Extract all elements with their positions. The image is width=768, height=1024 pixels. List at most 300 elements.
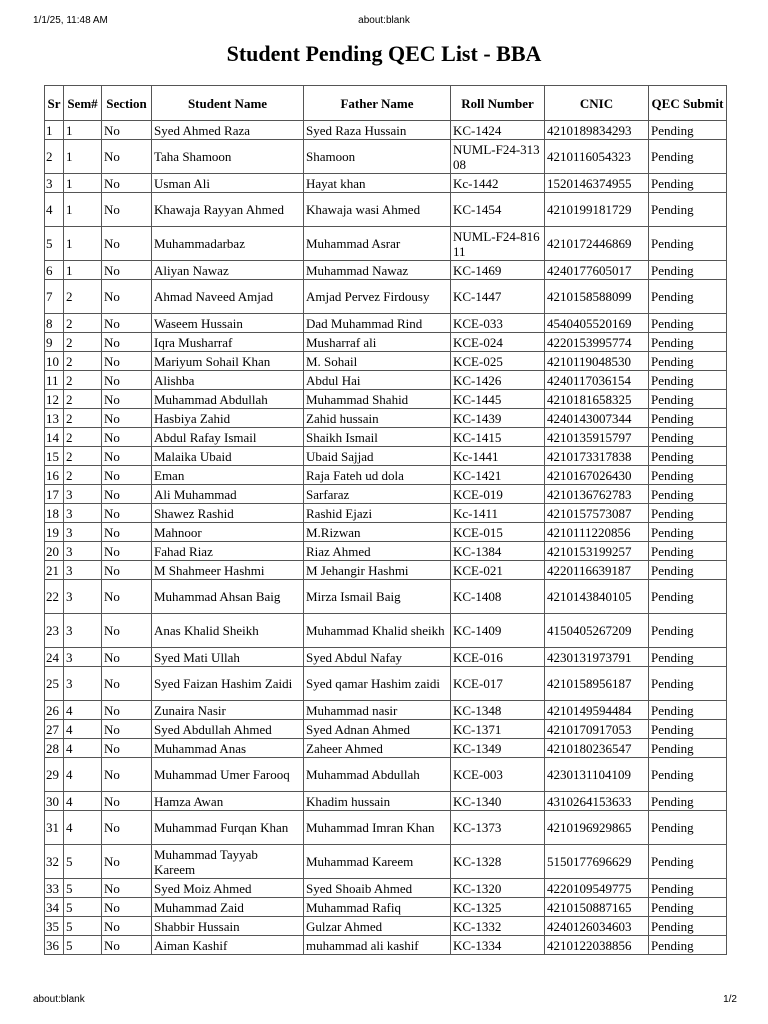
cell-father-name: Shamoon — [304, 140, 451, 174]
cell-sr: 35 — [45, 917, 64, 936]
cell-section: No — [102, 898, 152, 917]
cell-section: No — [102, 614, 152, 648]
cell-student-name: Muhammad Anas — [152, 739, 304, 758]
cell-sr: 13 — [45, 409, 64, 428]
cell-sem: 4 — [64, 811, 102, 845]
cell-section: No — [102, 140, 152, 174]
page-title: Student Pending QEC List - BBA — [226, 41, 542, 66]
cell-father-name: Dad Muhammad Rind — [304, 314, 451, 333]
cell-cnic: 4210181658325 — [545, 390, 649, 409]
cell-roll-number: KC-1373 — [451, 811, 545, 845]
cell-section: No — [102, 390, 152, 409]
cell-roll-number: KC-1409 — [451, 614, 545, 648]
cell-father-name: Muhammad Imran Khan — [304, 811, 451, 845]
cell-section: No — [102, 193, 152, 227]
cell-qec-submit: Pending — [649, 701, 727, 720]
cell-qec-submit: Pending — [649, 792, 727, 811]
cell-section: No — [102, 333, 152, 352]
cell-roll-number: NUML-F24-31308 — [451, 140, 545, 174]
table-row — [45, 314, 727, 333]
cell-student-name: Shawez Rashid — [152, 504, 304, 523]
cell-sem: 2 — [64, 333, 102, 352]
table-row — [45, 667, 727, 701]
table-row — [45, 739, 727, 758]
cell-student-name: Muhammad Tayyab Kareem — [152, 845, 304, 879]
cell-student-name: M Shahmeer Hashmi — [152, 561, 304, 580]
table-row — [45, 845, 727, 879]
cell-qec-submit: Pending — [649, 466, 727, 485]
cell-roll-number: KCE-015 — [451, 523, 545, 542]
cell-sem: 1 — [64, 174, 102, 193]
header-qec-submit: QEC Submit — [649, 86, 727, 121]
cell-section: No — [102, 936, 152, 955]
cell-roll-number: KCE-016 — [451, 648, 545, 667]
cell-section: No — [102, 314, 152, 333]
cell-roll-number: KC-1348 — [451, 701, 545, 720]
cell-qec-submit: Pending — [649, 140, 727, 174]
cell-student-name: Alishba — [152, 371, 304, 390]
cell-section: No — [102, 523, 152, 542]
cell-student-name: Zunaira Nasir — [152, 701, 304, 720]
cell-student-name: Syed Mati Ullah — [152, 648, 304, 667]
table-row — [45, 917, 727, 936]
cell-section: No — [102, 667, 152, 701]
table-row — [45, 561, 727, 580]
table-row — [45, 614, 727, 648]
cell-sem: 1 — [64, 261, 102, 280]
cell-cnic: 4210167026430 — [545, 466, 649, 485]
cell-student-name: Muhammad Abdullah — [152, 390, 304, 409]
table-row — [45, 720, 727, 739]
cell-roll-number: KC-1408 — [451, 580, 545, 614]
cell-roll-number: KC-1320 — [451, 879, 545, 898]
table-row — [45, 811, 727, 845]
cell-section: No — [102, 261, 152, 280]
cell-roll-number: KC-1325 — [451, 898, 545, 917]
cell-section: No — [102, 701, 152, 720]
cell-qec-submit: Pending — [649, 811, 727, 845]
cell-sr: 12 — [45, 390, 64, 409]
cell-qec-submit: Pending — [649, 561, 727, 580]
cell-cnic: 4210119048530 — [545, 352, 649, 371]
cell-student-name: Muhammad Ahsan Baig — [152, 580, 304, 614]
cell-qec-submit: Pending — [649, 352, 727, 371]
cell-sr: 14 — [45, 428, 64, 447]
cell-student-name: Malaika Ubaid — [152, 447, 304, 466]
cell-student-name: Eman — [152, 466, 304, 485]
cell-roll-number: KC-1424 — [451, 121, 545, 140]
cell-sem: 3 — [64, 561, 102, 580]
cell-sr: 11 — [45, 371, 64, 390]
cell-cnic: 4210150887165 — [545, 898, 649, 917]
cell-cnic: 4230131973791 — [545, 648, 649, 667]
cell-section: No — [102, 792, 152, 811]
table-row — [45, 140, 727, 174]
cell-section: No — [102, 720, 152, 739]
table-row — [45, 758, 727, 792]
cell-father-name: Abdul Hai — [304, 371, 451, 390]
cell-sem: 2 — [64, 280, 102, 314]
cell-sem: 5 — [64, 845, 102, 879]
cell-father-name: Syed qamar Hashim zaidi — [304, 667, 451, 701]
cell-sem: 5 — [64, 879, 102, 898]
cell-sr: 2 — [45, 140, 64, 174]
header-sem: Sem# — [64, 86, 102, 121]
cell-cnic: 4220116639187 — [545, 561, 649, 580]
cell-sem: 1 — [64, 121, 102, 140]
table-row — [45, 280, 727, 314]
cell-qec-submit: Pending — [649, 193, 727, 227]
cell-student-name: Syed Moiz Ahmed — [152, 879, 304, 898]
cell-father-name: Muhammad Abdullah — [304, 758, 451, 792]
cell-roll-number: KC-1349 — [451, 739, 545, 758]
cell-qec-submit: Pending — [649, 485, 727, 504]
cell-sr: 3 — [45, 174, 64, 193]
cell-qec-submit: Pending — [649, 667, 727, 701]
cell-father-name: Muhammad Nawaz — [304, 261, 451, 280]
cell-roll-number: Kc-1411 — [451, 504, 545, 523]
cell-sem: 3 — [64, 667, 102, 701]
cell-father-name: Muhammad Kareem — [304, 845, 451, 879]
cell-section: No — [102, 648, 152, 667]
cell-sr: 22 — [45, 580, 64, 614]
cell-sem: 2 — [64, 352, 102, 371]
cell-father-name: muhammad ali kashif — [304, 936, 451, 955]
cell-sr: 17 — [45, 485, 64, 504]
cell-sr: 29 — [45, 758, 64, 792]
cell-sem: 3 — [64, 580, 102, 614]
cell-cnic: 4210173317838 — [545, 447, 649, 466]
table-row — [45, 523, 727, 542]
cell-father-name: Rashid Ejazi — [304, 504, 451, 523]
cell-father-name: Syed Abdul Nafay — [304, 648, 451, 667]
cell-section: No — [102, 121, 152, 140]
print-footer — [0, 994, 768, 1010]
cell-cnic: 4210180236547 — [545, 739, 649, 758]
cell-section: No — [102, 174, 152, 193]
cell-cnic: 1520146374955 — [545, 174, 649, 193]
table-row — [45, 371, 727, 390]
cell-sr: 26 — [45, 701, 64, 720]
cell-cnic: 4210189834293 — [545, 121, 649, 140]
cell-sem: 1 — [64, 227, 102, 261]
cell-cnic: 4210111220856 — [545, 523, 649, 542]
table-row — [45, 409, 727, 428]
table-row — [45, 428, 727, 447]
cell-roll-number: KC-1415 — [451, 428, 545, 447]
cell-cnic: 4220109549775 — [545, 879, 649, 898]
cell-student-name: Ali Muhammad — [152, 485, 304, 504]
cell-cnic: 4210196929865 — [545, 811, 649, 845]
cell-qec-submit: Pending — [649, 898, 727, 917]
cell-cnic: 4210116054323 — [545, 140, 649, 174]
cell-student-name: Waseem Hussain — [152, 314, 304, 333]
cell-student-name: Fahad Riaz — [152, 542, 304, 561]
cell-sr: 1 — [45, 121, 64, 140]
cell-student-name: Syed Ahmed Raza — [152, 121, 304, 140]
print-url: about:blank — [358, 15, 410, 26]
cell-qec-submit: Pending — [649, 504, 727, 523]
cell-qec-submit: Pending — [649, 936, 727, 955]
cell-qec-submit: Pending — [649, 333, 727, 352]
cell-sr: 10 — [45, 352, 64, 371]
cell-qec-submit: Pending — [649, 739, 727, 758]
cell-sr: 18 — [45, 504, 64, 523]
cell-roll-number: KC-1447 — [451, 280, 545, 314]
cell-cnic: 4310264153633 — [545, 792, 649, 811]
cell-section: No — [102, 561, 152, 580]
cell-roll-number: NUML-F24-81611 — [451, 227, 545, 261]
cell-section: No — [102, 227, 152, 261]
cell-roll-number: Kc-1442 — [451, 174, 545, 193]
cell-sem: 5 — [64, 917, 102, 936]
table-row — [45, 390, 727, 409]
table-header-row — [45, 86, 727, 121]
cell-student-name: Syed Abdullah Ahmed — [152, 720, 304, 739]
cell-sr: 25 — [45, 667, 64, 701]
table-row — [45, 580, 727, 614]
cell-father-name: Khadim hussain — [304, 792, 451, 811]
cell-sem: 1 — [64, 193, 102, 227]
cell-sem: 2 — [64, 371, 102, 390]
table-row — [45, 701, 727, 720]
cell-sem: 4 — [64, 758, 102, 792]
cell-sem: 2 — [64, 390, 102, 409]
print-header — [0, 15, 768, 31]
cell-student-name: Aliyan Nawaz — [152, 261, 304, 280]
cell-student-name: Mahnoor — [152, 523, 304, 542]
header-section: Section — [102, 86, 152, 121]
cell-student-name: Hamza Awan — [152, 792, 304, 811]
cell-sem: 4 — [64, 701, 102, 720]
cell-section: No — [102, 409, 152, 428]
cell-qec-submit: Pending — [649, 121, 727, 140]
cell-qec-submit: Pending — [649, 720, 727, 739]
cell-father-name: Syed Raza Hussain — [304, 121, 451, 140]
cell-sem: 2 — [64, 314, 102, 333]
cell-roll-number: KCE-019 — [451, 485, 545, 504]
cell-father-name: Syed Shoaib Ahmed — [304, 879, 451, 898]
cell-roll-number: KC-1371 — [451, 720, 545, 739]
cell-cnic: 4210135915797 — [545, 428, 649, 447]
table-row — [45, 898, 727, 917]
cell-roll-number: KC-1439 — [451, 409, 545, 428]
footer-url: about:blank — [33, 994, 85, 1005]
cell-cnic: 4240117036154 — [545, 371, 649, 390]
cell-student-name: Shabbir Hussain — [152, 917, 304, 936]
cell-sem: 2 — [64, 466, 102, 485]
cell-student-name: Muhammad Zaid — [152, 898, 304, 917]
cell-sem: 4 — [64, 739, 102, 758]
cell-roll-number: Kc-1441 — [451, 447, 545, 466]
cell-student-name: Aiman Kashif — [152, 936, 304, 955]
cell-student-name: Khawaja Rayyan Ahmed — [152, 193, 304, 227]
cell-qec-submit: Pending — [649, 314, 727, 333]
cell-qec-submit: Pending — [649, 280, 727, 314]
cell-cnic: 4210122038856 — [545, 936, 649, 955]
cell-sr: 7 — [45, 280, 64, 314]
cell-roll-number: KC-1454 — [451, 193, 545, 227]
cell-cnic: 4210170917053 — [545, 720, 649, 739]
cell-section: No — [102, 428, 152, 447]
cell-father-name: Shaikh Ismail — [304, 428, 451, 447]
cell-section: No — [102, 466, 152, 485]
cell-section: No — [102, 917, 152, 936]
cell-section: No — [102, 371, 152, 390]
cell-roll-number: KCE-024 — [451, 333, 545, 352]
cell-father-name: Muhammad Khalid sheikh — [304, 614, 451, 648]
table-row — [45, 879, 727, 898]
cell-cnic: 4210158588099 — [545, 280, 649, 314]
cell-roll-number: KC-1340 — [451, 792, 545, 811]
cell-roll-number: KCE-021 — [451, 561, 545, 580]
cell-qec-submit: Pending — [649, 758, 727, 792]
cell-sr: 28 — [45, 739, 64, 758]
table-row — [45, 648, 727, 667]
cell-qec-submit: Pending — [649, 845, 727, 879]
table-row — [45, 333, 727, 352]
cell-sr: 16 — [45, 466, 64, 485]
cell-student-name: Hasbiya Zahid — [152, 409, 304, 428]
cell-sr: 4 — [45, 193, 64, 227]
cell-sr: 8 — [45, 314, 64, 333]
cell-cnic: 4210158956187 — [545, 667, 649, 701]
table-row — [45, 261, 727, 280]
table-row — [45, 936, 727, 955]
page-number: 1/2 — [723, 994, 737, 1005]
header-father-name: Father Name — [304, 86, 451, 121]
cell-cnic: 4220153995774 — [545, 333, 649, 352]
cell-cnic: 4150405267209 — [545, 614, 649, 648]
cell-father-name: Muhammad Asrar — [304, 227, 451, 261]
cell-father-name: Zahid hussain — [304, 409, 451, 428]
cell-qec-submit: Pending — [649, 227, 727, 261]
cell-qec-submit: Pending — [649, 523, 727, 542]
cell-roll-number: KC-1469 — [451, 261, 545, 280]
cell-cnic: 4210149594484 — [545, 701, 649, 720]
cell-sr: 33 — [45, 879, 64, 898]
table-row — [45, 485, 727, 504]
cell-qec-submit: Pending — [649, 428, 727, 447]
cell-sem: 3 — [64, 542, 102, 561]
cell-student-name: Muhammad Furqan Khan — [152, 811, 304, 845]
cell-sr: 34 — [45, 898, 64, 917]
cell-cnic: 4210172446869 — [545, 227, 649, 261]
cell-section: No — [102, 845, 152, 879]
cell-cnic: 4230131104109 — [545, 758, 649, 792]
cell-sr: 5 — [45, 227, 64, 261]
cell-sem: 3 — [64, 485, 102, 504]
cell-sr: 27 — [45, 720, 64, 739]
cell-student-name: Taha Shamoon — [152, 140, 304, 174]
cell-sem: 4 — [64, 720, 102, 739]
cell-father-name: Riaz Ahmed — [304, 542, 451, 561]
cell-roll-number: KC-1445 — [451, 390, 545, 409]
cell-roll-number: KCE-017 — [451, 667, 545, 701]
cell-sr: 9 — [45, 333, 64, 352]
cell-cnic: 4240126034603 — [545, 917, 649, 936]
table-row — [45, 466, 727, 485]
header-roll-number: Roll Number — [451, 86, 545, 121]
cell-father-name: Muhammad Shahid — [304, 390, 451, 409]
cell-section: No — [102, 542, 152, 561]
cell-father-name: Gulzar Ahmed — [304, 917, 451, 936]
cell-father-name: Amjad Pervez Firdousy — [304, 280, 451, 314]
cell-cnic: 4210157573087 — [545, 504, 649, 523]
cell-father-name: Hayat khan — [304, 174, 451, 193]
table-row — [45, 542, 727, 561]
table-row — [45, 193, 727, 227]
cell-father-name: Zaheer Ahmed — [304, 739, 451, 758]
cell-qec-submit: Pending — [649, 261, 727, 280]
cell-father-name: Muhammad nasir — [304, 701, 451, 720]
cell-cnic: 4240143007344 — [545, 409, 649, 428]
cell-cnic: 4540405520169 — [545, 314, 649, 333]
cell-section: No — [102, 739, 152, 758]
cell-sem: 2 — [64, 447, 102, 466]
header-student-name: Student Name — [152, 86, 304, 121]
cell-section: No — [102, 352, 152, 371]
cell-qec-submit: Pending — [649, 371, 727, 390]
table-row — [45, 174, 727, 193]
cell-qec-submit: Pending — [649, 409, 727, 428]
cell-qec-submit: Pending — [649, 614, 727, 648]
cell-sr: 19 — [45, 523, 64, 542]
cell-roll-number: KC-1426 — [451, 371, 545, 390]
cell-father-name: M.Rizwan — [304, 523, 451, 542]
cell-student-name: Muhammadarbaz — [152, 227, 304, 261]
header-sr: Sr — [45, 86, 64, 121]
cell-sr: 31 — [45, 811, 64, 845]
cell-roll-number: KCE-003 — [451, 758, 545, 792]
table-row — [45, 121, 727, 140]
cell-section: No — [102, 811, 152, 845]
cell-roll-number: KCE-025 — [451, 352, 545, 371]
cell-sr: 36 — [45, 936, 64, 955]
cell-father-name: Sarfaraz — [304, 485, 451, 504]
cell-sem: 3 — [64, 648, 102, 667]
cell-section: No — [102, 485, 152, 504]
cell-student-name: Mariyum Sohail Khan — [152, 352, 304, 371]
cell-qec-submit: Pending — [649, 917, 727, 936]
cell-qec-submit: Pending — [649, 174, 727, 193]
cell-sr: 20 — [45, 542, 64, 561]
cell-sem: 2 — [64, 428, 102, 447]
cell-sem: 3 — [64, 523, 102, 542]
cell-roll-number: KCE-033 — [451, 314, 545, 333]
cell-father-name: Syed Adnan Ahmed — [304, 720, 451, 739]
cell-qec-submit: Pending — [649, 580, 727, 614]
cell-sem: 4 — [64, 792, 102, 811]
cell-sr: 6 — [45, 261, 64, 280]
cell-roll-number: KC-1328 — [451, 845, 545, 879]
cell-father-name: M. Sohail — [304, 352, 451, 371]
cell-qec-submit: Pending — [649, 390, 727, 409]
cell-roll-number: KC-1334 — [451, 936, 545, 955]
cell-cnic: 4210136762783 — [545, 485, 649, 504]
cell-father-name: Musharraf ali — [304, 333, 451, 352]
table-row — [45, 504, 727, 523]
cell-father-name: Muhammad Rafiq — [304, 898, 451, 917]
cell-father-name: Ubaid Sajjad — [304, 447, 451, 466]
cell-sem: 2 — [64, 409, 102, 428]
print-datetime: 1/1/25, 11:48 AM — [33, 15, 108, 26]
cell-sr: 30 — [45, 792, 64, 811]
cell-qec-submit: Pending — [649, 542, 727, 561]
table-row — [45, 227, 727, 261]
cell-qec-submit: Pending — [649, 648, 727, 667]
pending-qec-table — [44, 85, 727, 955]
